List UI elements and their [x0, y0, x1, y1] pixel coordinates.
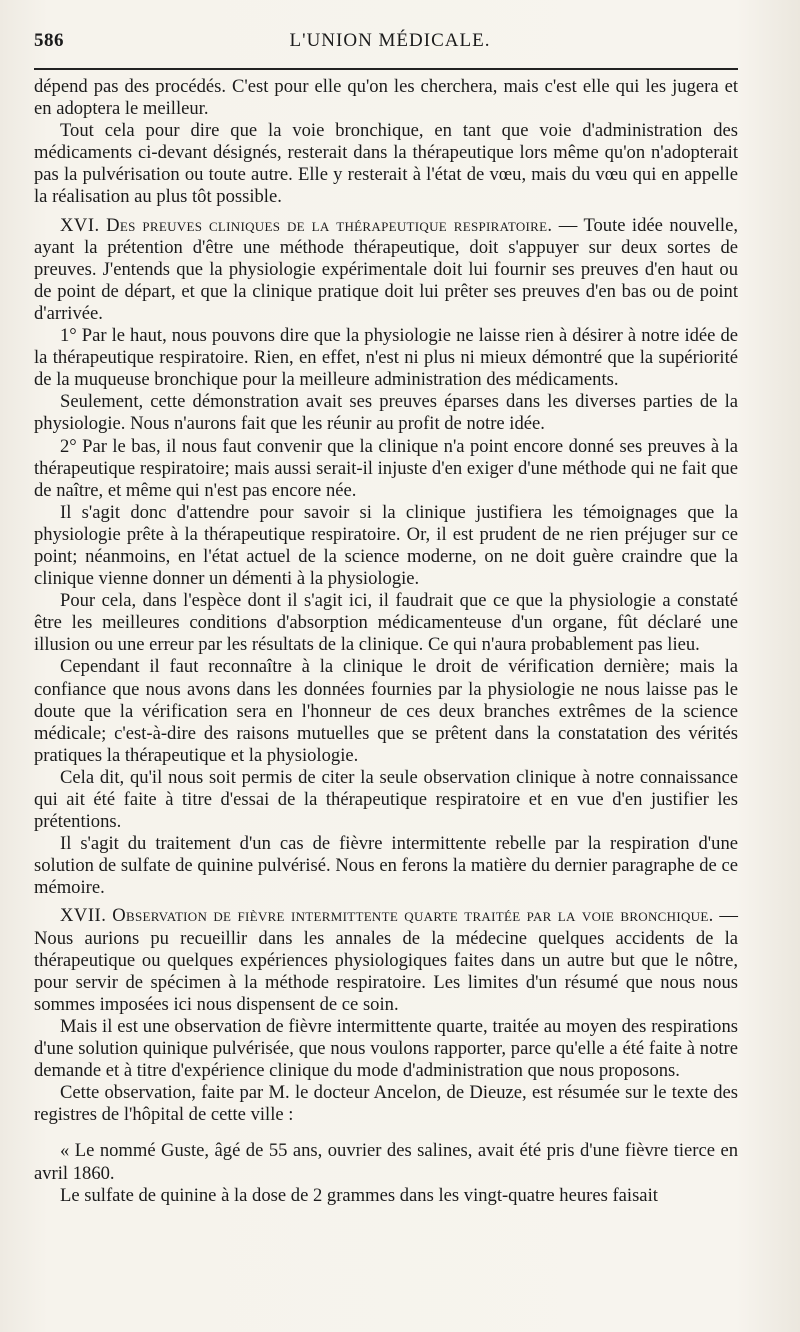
quoted-observation: « Le nommé Guste, âgé de 55 ans, ouvrier des salines, avait été pris d'une fièvre tierce en avril 1860.: [34, 1140, 738, 1184]
section-title: Des preuves cliniques de la thérapeutique respiratoire.: [106, 214, 553, 236]
paragraph: Cependant il faut reconnaître à la clinique le droit de vérification dernière; mais la confiance que nous avons dans les données fournies par la physiologie ne nous laisse pas le doute que la vérification sera en l'honneur de ces deux branches extrêmes de la science médicale; c'est-à-dire des raisons mutuelles que se prêtent dans la constatation des vérités pratiques la thérapeutique et la physiologie.: [34, 656, 738, 766]
paragraph: Cela dit, qu'il nous soit permis de citer la seule observation clinique à notre connaissance qui ait été faite à titre d'essai de la thérapeutique respiratoire et en vue d'en justifier les prétentions.: [34, 766, 738, 833]
running-title: L'UNION MÉDICALE.: [289, 30, 491, 51]
page-header: [34, 30, 738, 60]
section-text: — Nous aurions pu recueillir dans les annales de la médecine quelques accidents de la thérapeutique ou quelques expériences physiologiques faites dans un autre but que le nôtre, pour servir de spécimen à la méthode respiratoire. Les limites d'un résumé que nous nous sommes imposées ici nous dispensent de ce soin.: [34, 905, 739, 1015]
section-number: XVI.: [60, 214, 100, 236]
section-xvii: [34, 905, 738, 1015]
paragraph: Le sulfate de quinine à la dose de 2 grammes dans les vingt-quatre heures faisait: [60, 1184, 658, 1206]
paragraph: 1° Par le haut, nous pouvons dire que la physiologie ne laisse rien à désirer à notre idée de la thérapeutique respiratoire. Rien, en effet, n'est ni plus ni mieux démontré que la supériorité de la muqueuse bronchique pour la meilleure administration des médicaments.: [34, 325, 738, 391]
paragraph: Seulement, cette démonstration avait ses preuves éparses dans les diverses parties de la physiologie. Nous n'aurons fait que les réunir au profit de notre idée.: [34, 391, 738, 435]
section-text: — Toute idée nouvelle, ayant la prétention d'être une méthode thérapeutique, doit s'appuyer sur deux sortes de preuves. J'entends que la physiologie expérimentale doit lui fournir ses preuves d'en haut ou de point de départ, et que la clinique pratique doit lui prêter ses preuves d'en bas ou de point d'arrivée.: [34, 214, 738, 324]
section-title: Observation de fièvre intermittente quarte traitée par la voie bronchique.: [112, 905, 714, 927]
header-rule: [34, 68, 738, 70]
section-xvi: [34, 215, 738, 325]
paragraph: dépend pas des procédés. C'est pour elle qu'on les cherchera, mais c'est elle qui les jugera et en adoptera le meilleur.: [34, 76, 738, 120]
paragraph: Il s'agit du traitement d'un cas de fièvre intermittente rebelle par la respiration d'une solution de sulfate de quinine pulvérisé. Nous en ferons la matière du dernier paragraphe de ce mémoire.: [34, 833, 738, 899]
section-number: XVII.: [60, 905, 107, 927]
paragraph: Il s'agit donc d'attendre pour savoir si la clinique justifiera les témoignages que la physiologie prête à la thérapeutique respiratoire. Or, il est prudent de ne rien préjuger sur ce point; néanmoins, en l'état actuel de la science moderne, on ne doit guère craindre que la clinique vienne donner un démenti à la physiologie.: [34, 501, 738, 590]
paragraph: Tout cela pour dire que la voie bronchique, en tant que voie d'administration des médicaments ci-devant désignés, resterait dans la thérapeutique lors même qu'on n'adopterait pas la pulvérisation ou toute autre. Elle y resterait à l'état de vœu, mais du vœu qui en appelle la réalisation au plus tôt possible.: [34, 120, 738, 208]
page-number: 586: [34, 30, 64, 51]
body-text: [34, 76, 738, 1207]
paragraph: Cette observation, faite par M. le docteur Ancelon, de Dieuze, est résumée sur le texte des registres de l'hôpital de cette ville :: [34, 1082, 738, 1126]
paragraph: Mais il est une observation de fièvre intermittente quarte, traitée au moyen des respirations d'une solution quinique pulvérisée, que nous voulons rapporter, parce qu'elle a été faite à notre demande et à titre d'expérience clinique du mode d'administration que nous proposons.: [34, 1015, 738, 1082]
paragraph: 2° Par le bas, il nous faut convenir que la clinique n'a point encore donné ses preuves à la thérapeutique respiratoire; mais aussi serait-il injuste d'en exiger d'une méthode qui ne fait que de naître, et même qui n'est pas encore née.: [34, 435, 738, 501]
paragraph: Pour cela, dans l'espèce dont il s'agit ici, il faudrait que ce que la physiologie a constaté être les meilleures conditions d'absorption médicamenteuse d'un organe, fût déclaré une illusion ou une erreur par les résultats de la clinique. Ce qui n'aura probablement pas lieu.: [34, 590, 738, 656]
